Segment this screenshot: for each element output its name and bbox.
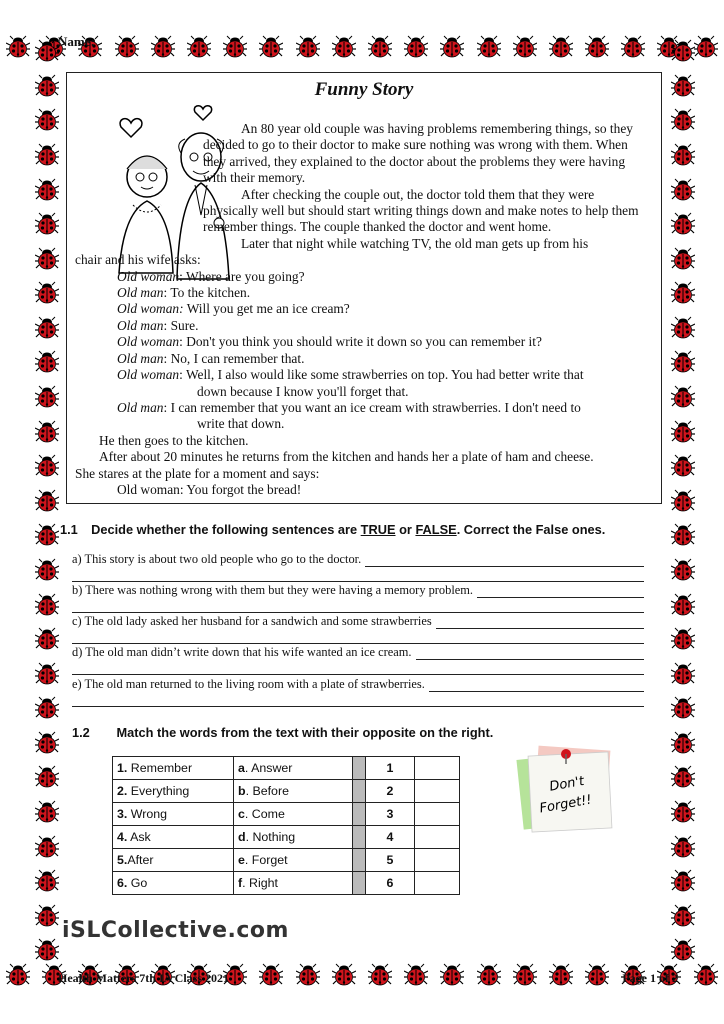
ladybug-icon [671, 247, 695, 271]
answer-cell[interactable] [415, 826, 460, 849]
matching-row [113, 826, 460, 849]
answer-number: 2 [366, 780, 415, 803]
ladybug-icon [35, 938, 59, 962]
answer-line[interactable] [365, 554, 644, 567]
ladybug-icon [404, 35, 428, 59]
answer-number: 1 [366, 757, 415, 780]
opposite-cell: a. Answer [234, 757, 353, 780]
page-footer [58, 971, 678, 986]
answer-cell[interactable] [415, 849, 460, 872]
ladybug-icon [35, 385, 59, 409]
opposite-cell: c. Come [234, 803, 353, 826]
ladybug-icon [35, 523, 59, 547]
ladybug-icon [35, 247, 59, 271]
ladybug-icon [35, 800, 59, 824]
ladybug-icon [35, 212, 59, 236]
ladybug-icon [223, 35, 247, 59]
ladybug-icon [35, 558, 59, 582]
ladybug-icon [35, 835, 59, 859]
word-cell: 3. Wrong [113, 803, 234, 826]
ladybug-icon [671, 39, 695, 63]
ladybug-icon [671, 74, 695, 98]
ladybug-icon [671, 904, 695, 928]
table-divider [353, 872, 366, 895]
exercise-1-title: 1.1 Decide whether the following sentences are TRUE or FALSE. Correct the False ones. [60, 522, 606, 537]
ladybug-icon [671, 800, 695, 824]
ladybug-icon [671, 420, 695, 444]
ladybug-border-right [666, 34, 700, 968]
answer-number: 6 [366, 872, 415, 895]
ladybug-icon [35, 662, 59, 686]
ladybug-icon [35, 74, 59, 98]
note-text-line1: Don't [548, 773, 586, 795]
matching-table [112, 756, 460, 895]
watermark-logo: iSLCollective.com [62, 918, 289, 943]
ladybug-icon [35, 627, 59, 651]
story-paragraph-1: An 80 year old couple was having problems remembering things, so they decided to go to their doctor to make sure nothing was wrong with them. When they arrived, they explained to the doctor about the problems they were having with their memory. [203, 121, 633, 186]
ladybug-icon [671, 593, 695, 617]
story-paragraph-3: Later that night while watching TV, the old man gets up from his [241, 235, 589, 251]
ladybug-icon [35, 178, 59, 202]
answer-cell[interactable] [415, 757, 460, 780]
answer-number: 4 [366, 826, 415, 849]
ladybug-icon [115, 35, 139, 59]
answer-line[interactable] [429, 679, 644, 692]
dialogue-line: Old woman: Will you get me an ice cream? [117, 301, 350, 317]
matching-row [113, 803, 460, 826]
ladybug-icon [35, 869, 59, 893]
note-text-line2: Forget!! [538, 792, 593, 817]
word-cell: 5.After [113, 849, 234, 872]
opposite-cell: f. Right [234, 872, 353, 895]
ladybug-icon [35, 593, 59, 617]
story-closing-2: After about 20 minutes he returns from the kitchen and hands her a plate of ham and cheese. [99, 449, 594, 465]
ladybug-icon [151, 35, 175, 59]
word-cell: 6. Go [113, 872, 234, 895]
ladybug-icon [671, 662, 695, 686]
ladybug-icon [671, 385, 695, 409]
ladybug-icon [671, 143, 695, 167]
dont-forget-note [516, 742, 624, 834]
ladybug-icon [671, 316, 695, 340]
table-divider [353, 849, 366, 872]
dialogue-line: Old woman: Well, I also would like some strawberries on top. You had better write that [117, 367, 584, 383]
answer-line[interactable] [477, 585, 644, 598]
ladybug-icon [671, 281, 695, 305]
answer-number: 5 [366, 849, 415, 872]
ladybug-icon [35, 454, 59, 478]
dialogue-line: Old woman: Don't you think you should write it down so you can remember it? [117, 334, 542, 350]
ladybug-icon [671, 869, 695, 893]
dialogue-line: Old man: No, I can remember that. [117, 350, 305, 366]
story-closing-3: She stares at the plate for a moment and says: [75, 465, 320, 481]
word-cell: 4. Ask [113, 826, 234, 849]
tf-question-e: e) The old man returned to the living room with a plate of strawberries. [72, 677, 644, 707]
ladybug-icon [440, 35, 464, 59]
story-closing-1: He then goes to the kitchen. [99, 432, 249, 448]
answer-cell[interactable] [415, 872, 460, 895]
ladybug-icon [35, 108, 59, 132]
ladybug-icon [671, 454, 695, 478]
ladybug-icon [35, 489, 59, 513]
ladybug-icon [671, 350, 695, 374]
ladybug-icon [35, 731, 59, 755]
ladybug-icon [332, 35, 356, 59]
ladybug-icon [35, 420, 59, 444]
ladybug-icon [671, 558, 695, 582]
ladybug-icon [6, 963, 30, 987]
footer-right: Page 1 of 2 [622, 971, 678, 985]
dialogue-line-final: Old woman: You forgot the bread! [117, 481, 302, 497]
ladybug-icon [671, 835, 695, 859]
answer-line[interactable] [72, 598, 644, 613]
ladybug-icon [549, 35, 573, 59]
dialogue-line: Old woman: Where are you going? [117, 268, 305, 284]
tf-question-b: b) There was nothing wrong with them but they were having a memory problem. [72, 583, 644, 613]
answer-line[interactable] [436, 616, 644, 629]
ladybug-icon [671, 523, 695, 547]
table-divider [353, 826, 366, 849]
name-label: Name: [58, 34, 95, 49]
answer-line[interactable] [72, 692, 644, 707]
ladybug-icon [671, 731, 695, 755]
dialogue-line: Old man: I can remember that you want an ice cream with strawberries. I don't need to [117, 399, 581, 415]
story-paragraph-4: chair and his wife asks: [75, 252, 201, 268]
ladybug-icon [35, 281, 59, 305]
ladybug-icon [671, 178, 695, 202]
word-cell: 1. Remember [113, 757, 234, 780]
table-divider [353, 757, 366, 780]
ladybug-icon [35, 39, 59, 63]
story-title: Funny Story [314, 79, 414, 100]
ladybug-icon [35, 904, 59, 928]
ladybug-icon [585, 35, 609, 59]
answer-line[interactable] [416, 647, 645, 660]
ladybug-icon [671, 212, 695, 236]
ladybug-icon [513, 35, 537, 59]
dialogue-continuation: write that down. [197, 416, 285, 432]
ladybug-icon [671, 108, 695, 132]
table-divider [353, 780, 366, 803]
ladybug-icon [621, 35, 645, 59]
opposite-cell: b. Before [234, 780, 353, 803]
word-cell: 2. Everything [113, 780, 234, 803]
answer-line[interactable] [72, 567, 644, 582]
ladybug-icon [35, 350, 59, 374]
story-text [75, 121, 651, 498]
opposite-cell: e. Forget [234, 849, 353, 872]
ladybug-icon [671, 627, 695, 651]
story-paragraph-2: After checking the couple out, the doctor told them that they were physically well but should start writing things down and make notes to help them remember things. The couple thanked the doctor and went home. [203, 186, 639, 235]
dialogue-line: Old man: To the kitchen. [117, 285, 251, 301]
matching-row [113, 780, 460, 803]
answer-cell[interactable] [415, 780, 460, 803]
ladybug-icon [296, 35, 320, 59]
ladybug-icon [671, 765, 695, 789]
ladybug-border-left [30, 34, 64, 968]
answer-number: 3 [366, 803, 415, 826]
ladybug-icon [671, 489, 695, 513]
table-divider [353, 803, 366, 826]
ladybug-icon [671, 696, 695, 720]
ladybug-icon [477, 35, 501, 59]
answer-line[interactable] [72, 629, 644, 644]
dialogue-continuation: down because I know you'll forget that. [197, 383, 409, 399]
ladybug-icon [35, 696, 59, 720]
ladybug-icon [35, 143, 59, 167]
footer-left: Health Matters 7th IA Class 2021 [58, 971, 229, 985]
ladybug-border-top [0, 30, 724, 64]
tf-question-a: a) This story is about two old people who go to the doctor. [72, 552, 644, 582]
matching-row [113, 757, 460, 780]
tf-question-d: d) The old man didn’t write down that his wife wanted an ice cream. [72, 645, 644, 675]
dialogue-line: Old man: Sure. [117, 317, 199, 333]
tf-question-c: c) The old lady asked her husband for a sandwich and some strawberries [72, 614, 644, 644]
matching-row [113, 872, 460, 895]
ladybug-icon [35, 316, 59, 340]
answer-cell[interactable] [415, 803, 460, 826]
ladybug-icon [368, 35, 392, 59]
ladybug-icon [671, 938, 695, 962]
ladybug-icon [6, 35, 30, 59]
story-box [66, 72, 662, 504]
ladybug-icon [187, 35, 211, 59]
answer-line[interactable] [72, 660, 644, 675]
opposite-cell: d. Nothing [234, 826, 353, 849]
matching-row [113, 849, 460, 872]
ladybug-icon [259, 35, 283, 59]
exercise-2-title: 1.2 Match the words from the text with their opposite on the right. [72, 725, 494, 740]
ladybug-icon [35, 765, 59, 789]
